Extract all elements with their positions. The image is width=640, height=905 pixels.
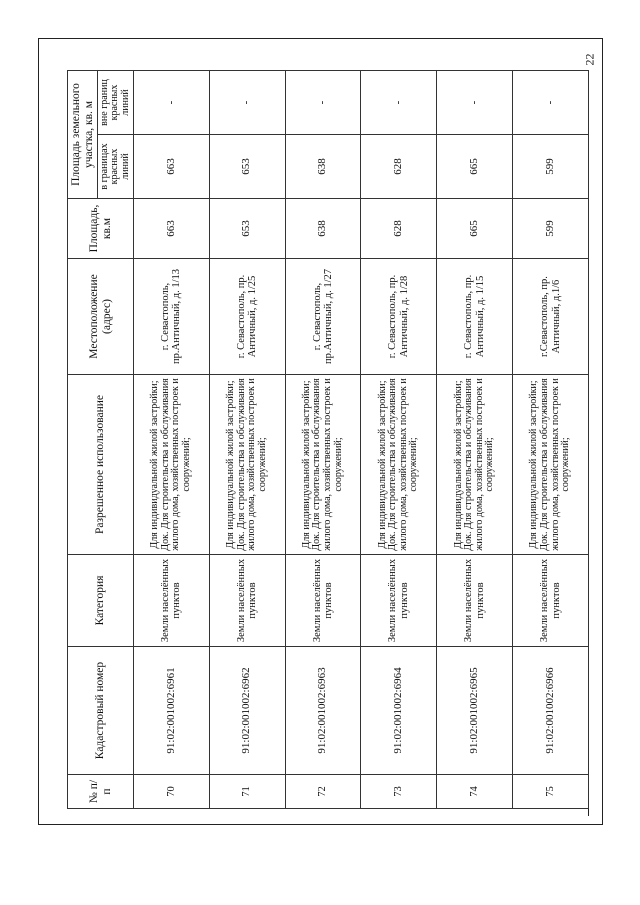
row-no: 73 [361,775,437,809]
row-cadastral: 91:02:001002:6962 [209,647,285,775]
row-use: Для индивидуальной жилой застройки; Док. Для строительства и обслуживания жилого дома, хозяйственных построек и сооружений; [134,375,210,555]
row-outside: - [209,71,285,135]
row-use: Для индивидуальной жилой застройки; Док. Для строительства и обслуживания жилого дома, хозяйственных построек и сооружений; [513,375,589,555]
header-outside-red-lines: вне границ красных линий [98,71,134,135]
row-no: 70 [134,775,210,809]
row-outside: - [134,71,210,135]
table-row [361,71,437,809]
page-number: 22 [582,53,597,66]
row-location: г. Севастополь, пр. Античный, д. 1/25 [209,259,285,375]
row-location: г. Севастополь, пр.Античный, д. 1/13 [134,259,210,375]
row-outside: - [437,71,513,135]
row-location: г. Севастополь, пр. Античный, д. 1/15 [437,259,513,375]
rotated-table-container [67,71,589,809]
row-inside: 665 [437,135,513,199]
table-row [134,71,210,809]
table-row [513,71,589,809]
row-area: 665 [437,199,513,259]
row-area: 653 [209,199,285,259]
header-cadastral: Кадастровый номер [68,647,134,775]
row-use: Для индивидуальной жилой застройки; Док. Для строительства и обслуживания жилого дома, хозяйственных построек и сооружений; [437,375,513,555]
row-cadastral: 91:02:001002:6961 [134,647,210,775]
header-location: Местоположение (адрес) [68,259,134,375]
row-category: Земли населённых пунктов [361,555,437,647]
header-category: Категория [68,555,134,647]
row-inside: 628 [361,135,437,199]
row-category: Земли населённых пунктов [437,555,513,647]
table-row [437,71,513,809]
row-cadastral: 91:02:001002:6965 [437,647,513,775]
row-inside: 638 [285,135,361,199]
row-no: 72 [285,775,361,809]
row-no: 71 [209,775,285,809]
header-land-area: Площадь земельного участка, кв. м [68,71,98,199]
row-outside: - [361,71,437,135]
row-location: г. Севастополь, пр.Античный, д. 1/27 [285,259,361,375]
row-area: 599 [513,199,589,259]
row-cadastral: 91:02:001002:6964 [361,647,437,775]
row-inside: 663 [134,135,210,199]
row-use: Для индивидуальной жилой застройки; Док. Для строительства и обслуживания жилого дома, хозяйственных построек и сооружений; [285,375,361,555]
row-area: 628 [361,199,437,259]
row-use: Для индивидуальной жилой застройки; Док. Для строительства и обслуживания жилого дома, хозяйственных построек и сооружений; [361,375,437,555]
header-inside-red-lines: в границах красных линий [98,135,134,199]
row-no: 75 [513,775,589,809]
row-cadastral: 91:02:001002:6963 [285,647,361,775]
header-area: Площадь, кв.м [68,199,134,259]
header-no: № п/п [68,775,134,809]
row-use: Для индивидуальной жилой застройки; Док. Для строительства и обслуживания жилого дома, хозяйственных построек и сооружений; [209,375,285,555]
land-plots-table [67,70,589,809]
row-location: г. Севастополь, пр. Античный, д. 1/28 [361,259,437,375]
row-cadastral: 91:02:001002:6966 [513,647,589,775]
row-category: Земли населённых пунктов [209,555,285,647]
row-outside: - [285,71,361,135]
row-area: 638 [285,199,361,259]
table-row [209,71,285,809]
row-category: Земли населённых пунктов [134,555,210,647]
row-outside: - [513,71,589,135]
row-location: г.Севастополь, пр. Античный, д.1/6 [513,259,589,375]
row-category: Земли населённых пунктов [513,555,589,647]
header-use: Разрешенное использование [68,375,134,555]
row-inside: 653 [209,135,285,199]
table-row [285,71,361,809]
row-area: 663 [134,199,210,259]
row-inside: 599 [513,135,589,199]
row-no: 74 [437,775,513,809]
row-category: Земли населённых пунктов [285,555,361,647]
